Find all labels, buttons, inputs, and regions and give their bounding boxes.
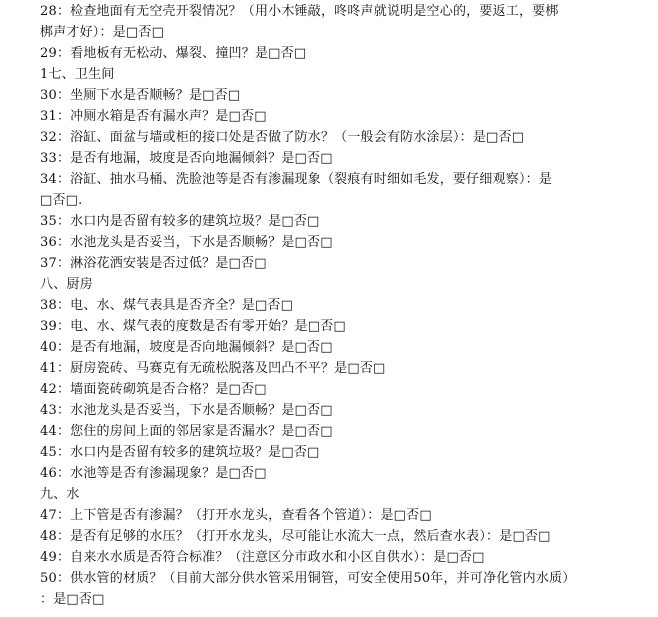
item-44: 44：您住的房间上面的邻居家是否漏水？是□否□: [40, 424, 333, 439]
item-33: 33：是否有地漏，坡度是否向地漏倾斜？是□否□: [40, 151, 333, 166]
item-28-line-1: 28：检查地面有无空壳开裂情况？（用小木锤敲，咚咚声就说明是空心的，要返工，要梆: [40, 4, 559, 19]
item-39: 39：电、水、煤气表的度数是否有零开始？是□否□: [40, 319, 346, 334]
item-34-line-1: 34：浴缸、抽水马桶、洗脸池等是否有渗漏现象（裂痕有时细如毛发，要仔细观察）：是: [40, 172, 553, 187]
item-48: 48：是否有足够的水压？（打开水龙头，尽可能让水流大一点，然后查水表）：是□否□: [40, 529, 551, 544]
item-32: 32：浴缸、面盆与墙或柜的接口处是否做了防水？（一般会有防水涂层）：是□否□: [40, 130, 525, 145]
item-42: 42：墙面瓷砖砌筑是否合格？是□否□: [40, 382, 267, 397]
item-36: 36：水池龙头是否妥当，下水是否顺畅？是□否□: [40, 235, 333, 250]
item-30: 30：坐厕下水是否顺畅？是□否□: [40, 88, 241, 103]
item-50-line-1: 50：供水管的材质？（目前大部分供水管采用铜管，可安全使用50年，并可净化管内水质）: [40, 571, 576, 586]
item-29: 29：看地板有无松动、爆裂、撞凹？是□否□: [40, 46, 307, 61]
item-47: 47：上下管是否有渗漏？（打开水龙头，查看各个管道）：是□否□: [40, 508, 432, 523]
section-water-heading: 九、水: [40, 487, 80, 502]
item-41: 41：厨房瓷砖、马赛克有无疏松脱落及凹凸不平？是□否□: [40, 361, 386, 376]
item-31: 31：冲厕水箱是否有漏水声？是□否□: [40, 109, 267, 124]
item-50-line-2: ：是□否□: [40, 592, 105, 607]
item-49: 49：自来水水质是否符合标准？（注意区分市政水和小区自供水）：是□否□: [40, 550, 485, 565]
item-34-line-2: □否□.: [40, 193, 83, 208]
item-45: 45：水口内是否留有较多的建筑垃圾？是□否□: [40, 445, 320, 460]
item-40: 40：是否有地漏，坡度是否向地漏倾斜？是□否□: [40, 340, 333, 355]
section-kitchen-heading: 八、厨房: [40, 277, 93, 292]
item-37: 37：淋浴花洒安装是否过低？是□否□: [40, 256, 267, 271]
item-35: 35：水口内是否留有较多的建筑垃圾？是□否□: [40, 214, 320, 229]
section-bathroom-heading: 1七、卫生间: [40, 67, 115, 82]
item-46: 46：水池等是否有渗漏现象？是□否□: [40, 466, 267, 481]
item-28-line-2: 梆声才好）：是□否□: [40, 25, 165, 40]
item-43: 43：水池龙头是否妥当，下水是否顺畅？是□否□: [40, 403, 333, 418]
item-38: 38：电、水、煤气表具是否齐全？是□否□: [40, 298, 294, 313]
